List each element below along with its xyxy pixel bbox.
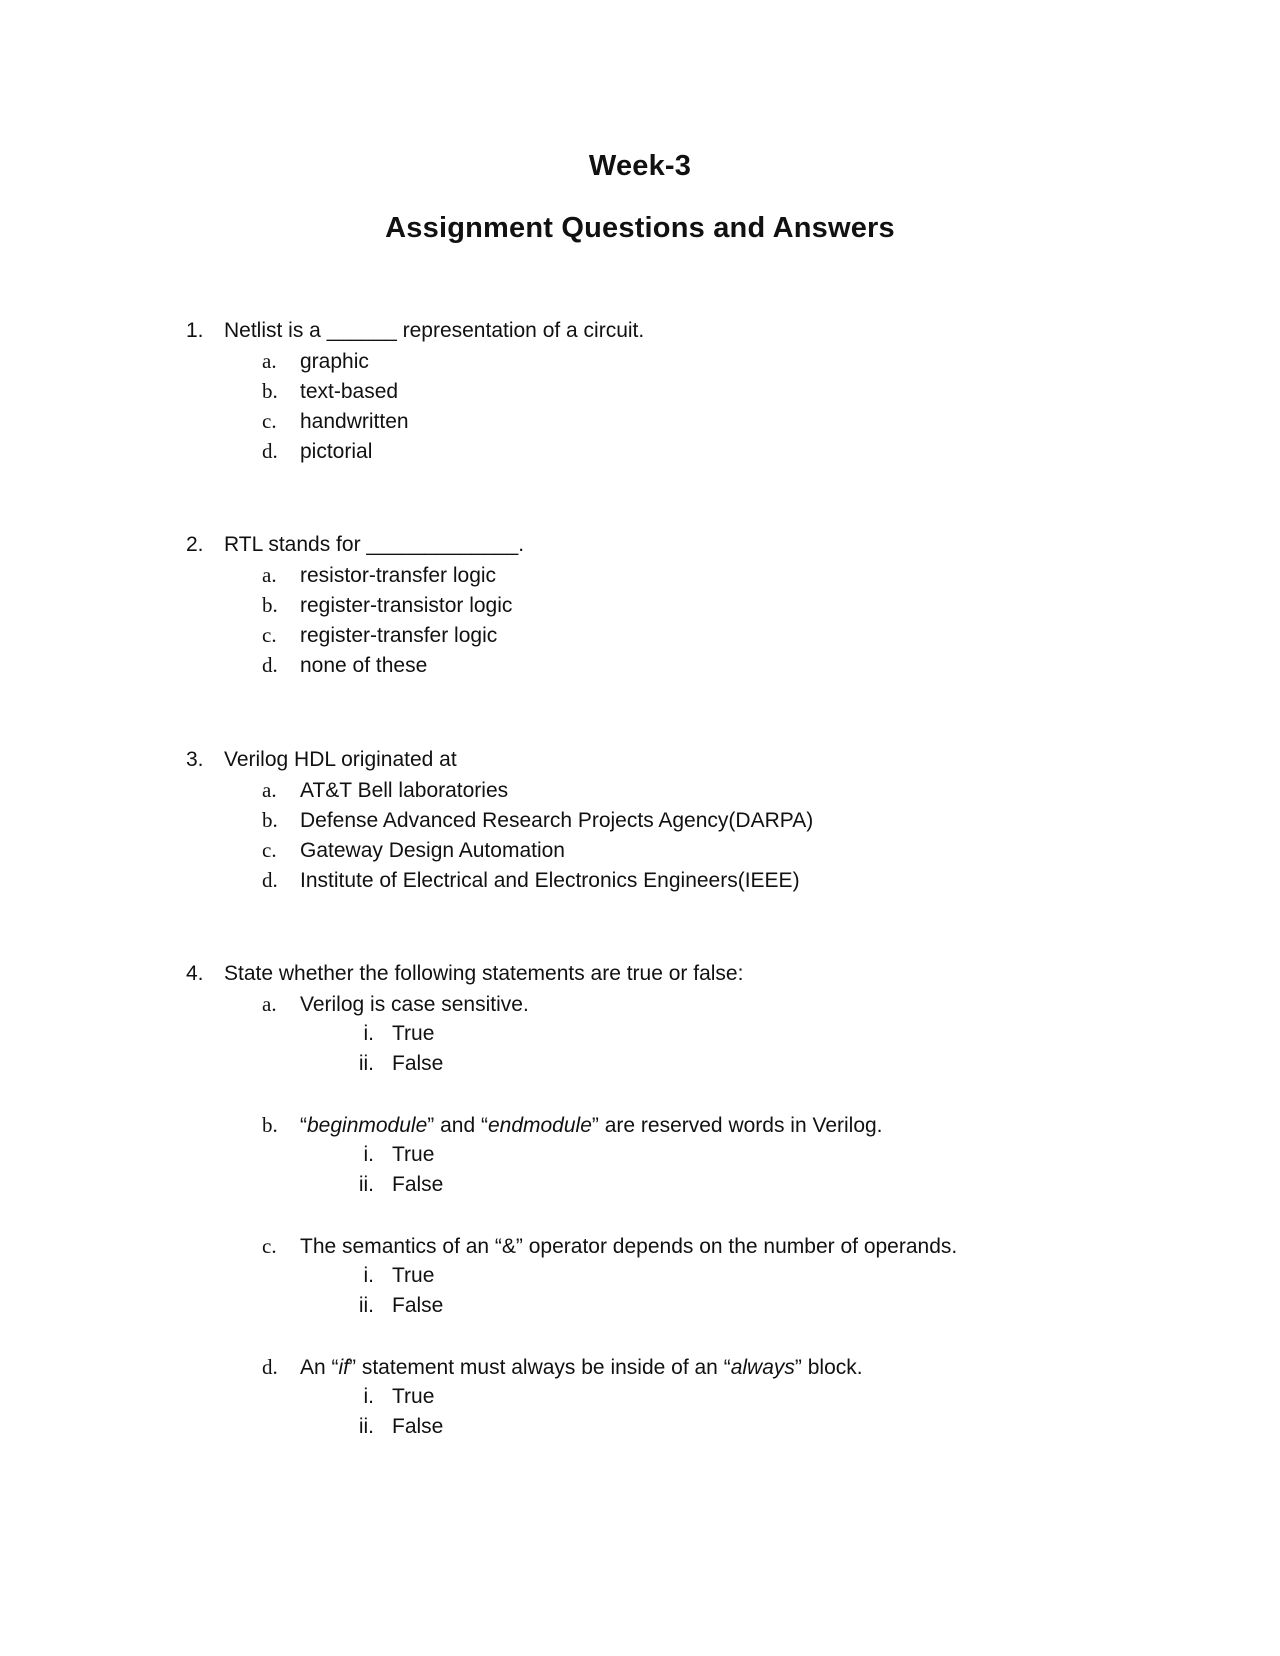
choice-text: True bbox=[392, 1264, 435, 1287]
statement bbox=[186, 989, 957, 1019]
option bbox=[186, 590, 524, 620]
question-text: RTL stands for _____________. bbox=[224, 533, 525, 556]
option-text: register-transfer logic bbox=[300, 624, 498, 647]
option bbox=[186, 560, 524, 590]
statement-letter: c. bbox=[262, 1234, 277, 1258]
option-letter: c. bbox=[262, 623, 277, 647]
option bbox=[186, 775, 813, 805]
statement-text: “beginmodule” and “endmodule” are reserved words in Verilog. bbox=[300, 1114, 883, 1137]
option bbox=[186, 650, 524, 680]
option-letter: c. bbox=[262, 409, 277, 433]
choice-text: True bbox=[392, 1385, 435, 1408]
option bbox=[186, 406, 644, 436]
option-letter: d. bbox=[262, 653, 278, 677]
option-text: AT&T Bell laboratories bbox=[300, 779, 509, 802]
choice bbox=[186, 1170, 957, 1200]
choice bbox=[186, 1291, 957, 1321]
option bbox=[186, 376, 644, 406]
question-text: State whether the following statements are true or false: bbox=[224, 962, 744, 985]
statement-letter: b. bbox=[262, 1113, 278, 1137]
option bbox=[186, 436, 644, 466]
option-letter: a. bbox=[262, 563, 277, 587]
choice bbox=[186, 1412, 957, 1442]
choice-text: False bbox=[392, 1415, 444, 1438]
option-letter: b. bbox=[262, 808, 278, 832]
choice-numeral: ii. bbox=[358, 1415, 374, 1438]
question-3 bbox=[186, 745, 813, 895]
choice-text: True bbox=[392, 1022, 435, 1045]
statement-text: Verilog is case sensitive. bbox=[300, 993, 529, 1016]
choice-numeral: ii. bbox=[358, 1173, 374, 1196]
option-text: text-based bbox=[300, 380, 399, 403]
question-4 bbox=[186, 959, 957, 1442]
page-subtitle: Assignment Questions and Answers bbox=[385, 212, 895, 244]
option bbox=[186, 346, 644, 376]
choice bbox=[186, 1140, 957, 1170]
question-1 bbox=[186, 316, 644, 466]
question-number: 4. bbox=[186, 962, 204, 985]
option-text: Defense Advanced Research Projects Agency(DARPA) bbox=[300, 809, 814, 832]
choice bbox=[186, 1382, 957, 1412]
option-letter: c. bbox=[262, 838, 277, 862]
statement-text: The semantics of an “&” operator depends on the number of operands. bbox=[300, 1235, 958, 1258]
option-text: graphic bbox=[300, 350, 369, 373]
question-text: Netlist is a ______ representation of a circuit. bbox=[224, 319, 645, 342]
option-letter: a. bbox=[262, 778, 277, 802]
option-letter: a. bbox=[262, 349, 277, 373]
option bbox=[186, 835, 813, 865]
choice-numeral: i. bbox=[363, 1264, 374, 1287]
option-letter: d. bbox=[262, 439, 278, 463]
page-title: Week-3 bbox=[588, 150, 692, 182]
question-text: Verilog HDL originated at bbox=[224, 748, 457, 771]
option-text: none of these bbox=[300, 654, 428, 677]
option-letter: d. bbox=[262, 868, 278, 892]
statement-letter: d. bbox=[262, 1355, 278, 1379]
option bbox=[186, 805, 813, 835]
choice-numeral: i. bbox=[363, 1385, 374, 1408]
choice-numeral: ii. bbox=[358, 1294, 374, 1317]
option-text: register-transistor logic bbox=[300, 594, 513, 617]
question-number: 1. bbox=[186, 319, 204, 342]
option-text: Institute of Electrical and Electronics Engineers(IEEE) bbox=[300, 869, 800, 892]
option-text: pictorial bbox=[300, 440, 373, 463]
statement bbox=[186, 1352, 957, 1382]
option bbox=[186, 865, 813, 895]
question-number: 3. bbox=[186, 748, 204, 771]
choice-text: False bbox=[392, 1173, 444, 1196]
choice-numeral: i. bbox=[363, 1143, 374, 1166]
choice-numeral: ii. bbox=[358, 1052, 374, 1075]
choice bbox=[186, 1261, 957, 1291]
choice bbox=[186, 1049, 957, 1079]
choice-text: False bbox=[392, 1294, 444, 1317]
choice bbox=[186, 1019, 957, 1049]
option-letter: b. bbox=[262, 593, 278, 617]
option bbox=[186, 620, 524, 650]
option-text: Gateway Design Automation bbox=[300, 839, 565, 862]
statement-text: An “if” statement must always be inside of an “always” block. bbox=[300, 1356, 863, 1379]
question-number: 2. bbox=[186, 533, 204, 556]
statement bbox=[186, 1110, 957, 1140]
option-letter: b. bbox=[262, 379, 278, 403]
option-text: handwritten bbox=[300, 410, 409, 433]
question-2 bbox=[186, 530, 524, 680]
statement bbox=[186, 1231, 957, 1261]
choice-text: False bbox=[392, 1052, 444, 1075]
statement-letter: a. bbox=[262, 992, 277, 1016]
choice-text: True bbox=[392, 1143, 435, 1166]
option-text: resistor-transfer logic bbox=[300, 564, 497, 587]
choice-numeral: i. bbox=[363, 1022, 374, 1045]
